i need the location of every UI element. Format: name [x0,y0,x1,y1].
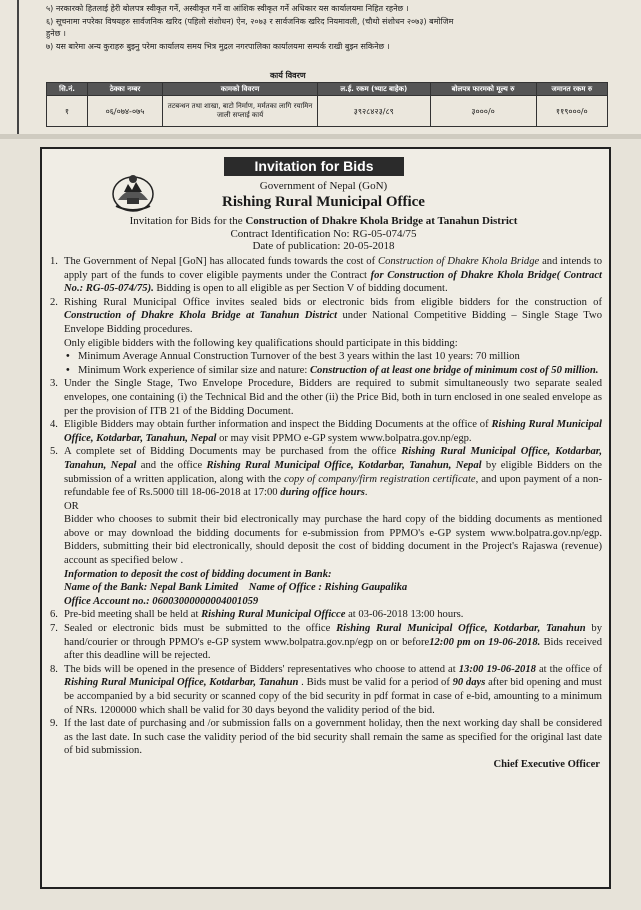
signature: Chief Executive Officer [493,758,600,770]
bank-account: Office Account no.: 06003000000004001059 [64,595,259,607]
invitation-project: Construction of Dhakre Khola Bridge at Tanahun District [245,215,518,227]
office-name: Rishing Rural Municipal Office [222,194,425,210]
table-cell: तटबन्धन तथा शाखा, बाटो निर्माण, मर्मतका लागि रयामिन जाली सप्लाई कार्य [163,96,318,127]
nepali-clause-7: ७) यस बारेमा अन्य कुराहरु बुझ्नु परेमा कार्यालय समय भित्र मुद्रल नगरपालिका कार्यालयमा सम्पर्क राखी बुझ्न सकिनेछ । [46,42,390,51]
clause-5: 5. A complete set of Bidding Documents may be purchased from the office Rishing Rural Municipal Office, Kotdarbar, Tanahun, Nepal and the office Rishing Rural Municipal Office, Kotdarbar, Tanahun, Nepal by eligible Bidders on the submission of a written application, along with the copy of company/firm registration certificate, and upon payment of a non-refundable fee of Rs.5000 till 18-06-2018 at 17:00 during office hours. [50,446,602,499]
work-details-title: कार्य विवरण [270,71,306,80]
invitation-subject [40,215,607,227]
clause-text: 13:00 19-06-2018 [458,663,536,675]
invitation-prefix: Invitation for Bids for the [129,215,246,227]
table-header-cell: जमानत रकम रु [536,83,607,96]
clause-text: , and upon payment of a non-refundable fee of Rs.5000 till 18-06-2018 at 17:00 [64,473,602,499]
clause-text: during office hours [280,487,365,499]
clause-text: If the last date of purchasing and /or submission falls on a government holiday, then the next working day shall be considered as the last date. In such case the validity period of the bid security shall remain the same as specified for the original last date of bid submission. [64,718,602,757]
clause-text: by hand/courier or through PPMO's e-GP system www.bolpatra.gov.np/egp on or before [64,623,602,648]
clause-text: Under the Single Stage, Two Envelope Procedure, Bidders are required to submit simultaneously two separate sealed envelopes, one containing (i) the Technical Bid and the other (ii) the Price Bid, both in turn enclosed in one sealed envelope as per the provision of ITB 21 of the Bidding Document. [64,378,602,417]
clause-text: Rishing Rural Municipal Office, Kotdarbar, Tanahun [336,623,586,635]
clause-text: Construction of Dhakre Khola Bridge at Tanahun District [64,310,338,322]
clause-text: after bid opening and must be accompanied by a bid security or scanned copy of the bid security in pdf format in case of e-bid, amounting to a minimum of NRs. 1200000 which shall be valid for 30 days beyond the validity period of the bid. [64,677,602,716]
nepali-clause-6-cont: हुनेछ । [46,29,66,38]
page-divider [0,134,641,139]
clause-text: 12:00 pm on 19-06-2018. [429,636,541,648]
clause-text: Rishing Rural Municipal Office, Kotdarbar, Tanahun, Nepal [64,446,602,471]
notice-body [50,255,602,772]
table-cell: १ [47,96,88,127]
clause-text: Pre-bid meeting shall be held at [64,609,202,621]
nepali-clause-5: ५) नरकारको हितलाई हेरी बोलपत्र स्वीकृत गर्ने, अस्वीकृत गर्ने वा आंशिक स्वीकृत गर्ने अधिकार यस कार्यालयमा निहित रहनेछ । [46,4,409,13]
table-header-cell: बोलपत्र फारमको मूल्य रु [430,83,536,96]
clause-text: Rishing Rural Municipal Officce [201,609,346,621]
clause-text: for Construction of Dhakre Khola Bridge( Contract No.: RG-05-074/75). [64,269,602,295]
clause-text: and the office [136,459,207,471]
clause-text: Eligible Bidders may obtain further information and inspect the Bidding Documents at the office of [64,419,492,431]
or-separator: OR [64,500,79,512]
nepali-clause-6: ६) सूचनामा नपरेका विषयहरु सार्वजनिक खरिद (पहिलो संशोधन) ऐन, २०७३ र सार्वजनिक खरिद नियमावली, (चौथो संशोधन २०७३) बमोजिम [46,17,454,26]
qualification-text: Minimum Average Annual Construction Turnover of the best 3 years within the last 10 years: 70 million [78,351,520,363]
clause-text: Rishing Rural Municipal Office invites sealed bids or electronic bids from eligible bidders for the construction of [64,296,602,308]
clause-text: at 03-06-2018 13:00 hours. [345,609,464,621]
clause-8: 8. The bids will be opened in the presence of Bidders' representatives who choose to attend at 13:00 19-06-2018 at the office of Rishing Rural Municipal Office, Kotdarbar, Tanahun . Bids must be valid for a period of 90 days after bid opening and must be accompanied by a bid security or scanned copy of the bid security in pdf format in case of e-bid, amounting to a minimum of NRs. 1200000 which shall be valid for 30 days beyond the validity period of the bid. [50,663,603,716]
clause-text: 90 days [452,677,486,689]
clause-1: 1. The Government of Nepal [GoN] has allocated funds towards the cost of Construction of Dhakre Khola Bridge and intends to apply part of the funds to cover eligible payments under the Contract for Construction of Dhakre Khola Bridge( Contract No.: RG-05-074/75). Bidding is open to all eligible as per Section V of bidding document. [50,256,602,295]
clause-6: 6. Pre-bid meeting shall be held at Rishing Rural Municipal Officce at 03-06-2018 13:00 hours. [50,609,464,621]
clause-text: Rishing Rural Municipal Office, Kotdarbar, Tanahun [64,677,299,689]
government-name: Government of Nepal (GoN) [259,180,388,192]
table-header-cell: सि.नं. [47,83,88,96]
clause-text: Bidding is open to all eligible as per Section V of bidding document. [153,283,448,295]
work-details-table [46,82,608,127]
table-cell: ३९२८४२३/८९ [318,96,431,127]
clause-text: under National Competitive Bidding – Single Stage Two Envelope Bidding procedures. [64,310,602,335]
invitation-header: Invitation for Bids [224,157,404,176]
table-cell: ०६/०७४-०७५ [88,96,163,127]
contract-id: Contract Identification No: RG-05-074/75 [230,228,417,240]
publication-date: Date of publication: 20-05-2018 [252,240,395,252]
clause-text: Construction of Dhakre Khola Bridge [378,256,540,267]
clause-text: Sealed or electronic bids must be submitted to the office [64,623,337,635]
table-row [47,96,608,127]
clause-text: . [364,487,368,499]
clause-9: 9. If the last date of purchasing and /or submission falls on a government holiday, then the next working day shall be considered as the last date. In such case the validity period of the bid security shall remain the same as specified for the original last date of bid submission. [50,718,602,757]
clause-text: Rishing Rural Municipal Office, Kotdarbar, Tanahun, Nepal [206,459,482,471]
clause-4: 4. Eligible Bidders may obtain further information and inspect the Bidding Documents at the office of Rishing Rural Municipal Office, Kotdarbar, Tanahun, Nepal or may visit PPMO e-GP system www.bolpatra.gov.np/egp. [50,419,602,444]
margin-line [17,0,19,134]
clause-text: The bids will be opened in the presence of Bidders' representatives who choose to attend at [64,663,459,675]
bank-name: Name of the Bank: Nepal Bank Limited Name of Office : Rishing Gaupalika [64,582,408,594]
table-cell: ३०००/० [430,96,536,127]
clause-text: copy of company/firm registration certificate [284,473,476,485]
clause-text: . Bids must be valid for a period of [298,677,453,689]
clause-text: or may visit PPMO e-GP system www.bolpatra.gov.np/egp. [216,432,472,444]
clause-2: 2. Rishing Rural Municipal Office invites sealed bids or electronic bids from eligible bidders for the construction of Construction of Dhakre Khola Bridge at Tanahun District under National Competitive Bidding – Single Stage Two Envelope Bidding procedures. [50,296,602,335]
qualification-item: • Minimum Average Annual Construction Turnover of the best 3 years within the last 10 years: 70 million [66,351,520,363]
nepali-notice-section [0,0,641,134]
bank-info-heading: Information to deposit the cost of bidding document in Bank: [64,568,332,580]
clause-3: 3. Under the Single Stage, Two Envelope Procedure, Bidders are required to submit simultaneously two separate sealed envelopes, one containing (i) the Technical Bid and the other (ii) the Price Bid, both in turn enclosed in one sealed envelope as per the provision of ITB 21 of the Bidding Document. [50,378,602,417]
table-cell: ११९०००/० [536,96,607,127]
clause-7: 7. Sealed or electronic bids must be submitted to the office Rishing Rural Municipal Office, Kotdarbar, Tanahun by hand/courier or through PPMO's e-GP system www.bolpatra.gov.np/egp on or before12:00 pm on 19-06-2018. Bids received after this deadline will be rejected. [50,623,602,662]
electronic-bid-text: Bidder who chooses to submit their bid electronically may purchase the hard copy of the bidding documents as mentioned above or may download the bidding documents for e-submission from PPMO's e-GP system www.bolpatra.gov.np/egp. Bidders, submitting their bid electronically, should deposit the cost of bidding document in the Project's Rajaswa (revenue) account as specified below . [64,514,602,567]
clause-text: by eligible Bidders on the submission of a written application, along with the [64,459,602,485]
clause-text: Bids received after this deadline will be rejected. [64,636,602,662]
qualification-text: Minimum Work experience of similar size and nature: [78,364,310,376]
qualification-intro: Only eligible bidders with the following key qualifications should participate in this bidding: [64,337,458,349]
clause-text: A complete set of Bidding Documents may be purchased from the office [64,446,402,458]
table-header-cell: ठेक्का नम्बर [88,83,163,96]
clause-text: The Government of Nepal [GoN] has allocated funds towards the cost of [64,256,379,267]
table-header-row [47,83,608,96]
table-header-cell: ल.ई. रकम (भ्याट बाहेक) [318,83,431,96]
clause-text: and intends to apply part of the funds to cover eligible payments under the Contract [64,256,602,281]
qualification-item: • Minimum Work experience of similar size and nature: Construction of at least one bridge of minimum cost of 50 million. [66,364,599,376]
clause-text: Rishing Rural Municipal Office, Kotdarbar, Tanahun, Nepal [64,419,602,444]
qualification-text: Construction of at least one bridge of minimum cost of 50 million. [309,364,599,376]
clause-text: at the office of [535,663,603,675]
table-header-cell: कामको विवरण [163,83,318,96]
